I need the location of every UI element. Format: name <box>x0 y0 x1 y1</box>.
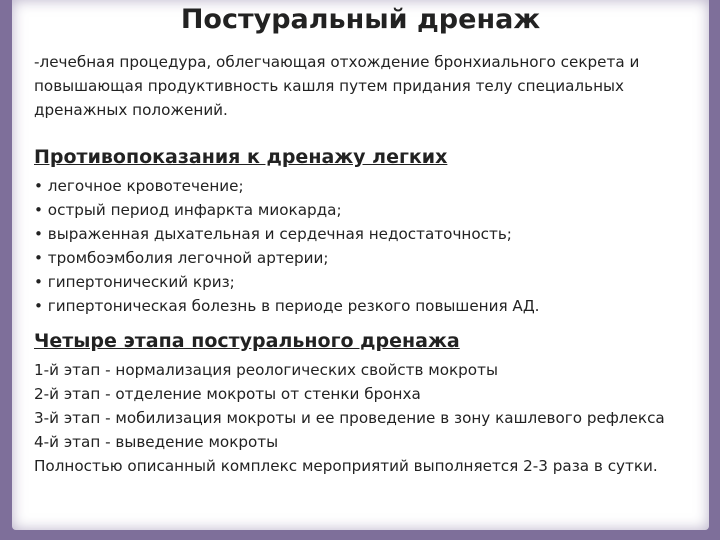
list-item: 3-й этап - мобилизация мокроты и ее проведение в зону кашлевого рефлекса <box>34 409 665 427</box>
list-item: • острый период инфаркта миокарда; <box>34 198 540 222</box>
list-item: Полностью описанный комплекс мероприятий выполняется 2-3 раза в сутки. <box>34 457 658 475</box>
list-item: • тромбоэмболия легочной артерии; <box>34 246 540 270</box>
slide-title: Постуральный дренаж <box>180 4 541 35</box>
list-item: • гипертонический криз; <box>34 270 540 294</box>
intro-paragraph: -лечебная процедура, облегчающая отхождение бронхиального секрета и повышающая продуктивность кашля путем придания телу специальных дренажных положений. <box>34 53 640 119</box>
list-item: 2-й этап - отделение мокроты от стенки бронха <box>34 385 421 403</box>
slide <box>12 0 709 530</box>
list-item: • легочное кровотечение; <box>34 174 540 198</box>
stages-heading: Четыре этапа постурального дренажа <box>34 330 460 352</box>
list-item: • гипертоническая болезнь в периоде резкого повышения АД. <box>34 294 540 318</box>
contraindications-heading: Противопоказания к дренажу легких <box>34 146 448 168</box>
list-item: 1-й этап - нормализация реологических свойств мокроты <box>34 361 498 379</box>
contraindications-list <box>34 174 540 318</box>
stages-list <box>34 358 699 478</box>
list-item: 4-й этап - выведение мокроты <box>34 433 279 451</box>
list-item: • выраженная дыхательная и сердечная недостаточность; <box>34 222 540 246</box>
